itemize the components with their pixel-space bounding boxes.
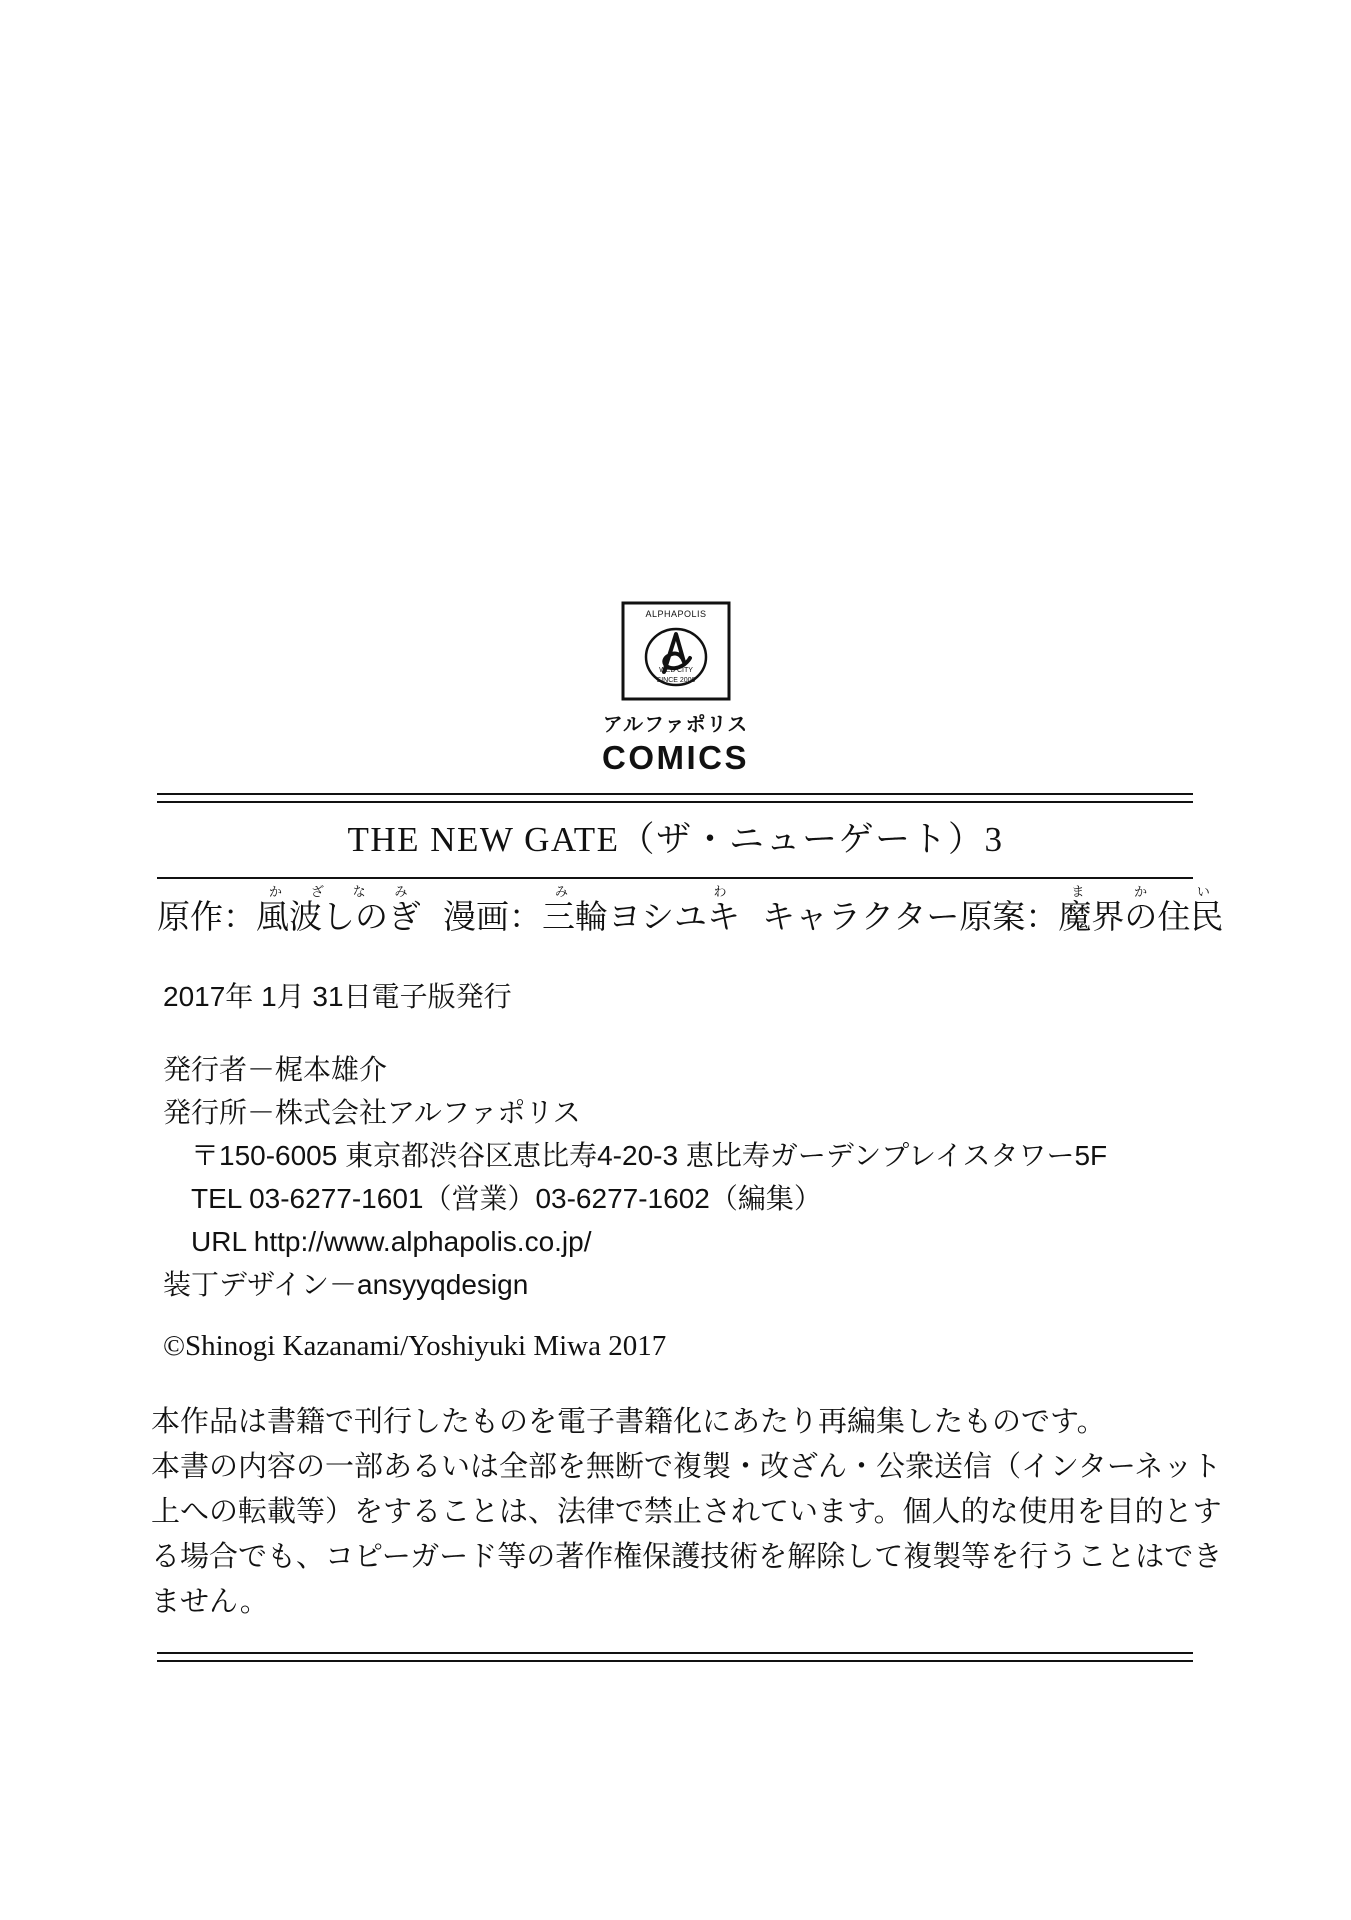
page-title: THE NEW GATE（ザ・ニューゲート）3 (347, 820, 1004, 859)
legal-notice-line-4: る場合でも、コピーガード等の著作権保護技術を解除して複製等を行うことはでき (151, 1541, 1223, 1573)
publication-date: 2017年 1月 31日電子版発行 (163, 981, 512, 1012)
legal-notice-line-3: 上への転載等）をすることは、法律で禁止されています。個人的な使用を目的とす (151, 1496, 1222, 1528)
divider-middle (157, 877, 1193, 879)
publisher-kana-label: アルファポリス (602, 714, 749, 736)
publisher-url[interactable]: URL http://www.alphapolis.co.jp/ (191, 1226, 592, 1257)
legal-notice-line-1: 本作品は書籍で刊行したものを電子書籍化にあたり再編集したものです。 (151, 1406, 1106, 1438)
copyright-notice: ©Shinogi Kazanami/Yoshiyuki Miwa 2017 (163, 1330, 667, 1362)
divider-top (157, 793, 1193, 803)
imprint-block (163, 1048, 1107, 1306)
legal-notice-line-2: 本書の内容の一部あるいは全部を無断で複製・改ざん・公衆送信（インターネット (151, 1451, 1222, 1483)
credit-manga-label: 漫画： (443, 898, 542, 935)
cover-design-credit: 装丁デザイン－ansyyqdesign (163, 1269, 529, 1300)
svg-text:SINCE 2000: SINCE 2000 (656, 677, 695, 684)
legal-notice (151, 1400, 1223, 1625)
svg-text:WEB CITY: WEB CITY (658, 667, 693, 674)
publisher-company: 発行所－株式会社アルファポリス (163, 1097, 581, 1128)
credit-manga-name: 三輪ヨシユキみわ (542, 884, 740, 935)
divider-bottom (157, 1652, 1193, 1662)
svg-text:ALPHAPOLIS: ALPHAPOLIS (644, 609, 707, 619)
credit-character-name: 魔界の住民まかい (1058, 884, 1224, 935)
publisher-address: 〒150-6005 東京都渋谷区恵比寿4-20-3 恵比寿ガーデンプレイスタワー5F (191, 1140, 1108, 1171)
credit-character-label: キャラクター原案： (762, 898, 1059, 935)
publisher-comics-label: COMICS (602, 739, 749, 776)
publisher-logo (0, 600, 1351, 777)
publisher-person: 発行者－梶本雄介 (163, 1054, 388, 1085)
legal-notice-line-5: ません。 (151, 1586, 269, 1618)
publisher-telephone: TEL 03-6277-1601（営業）03-6277-1602（編集） (191, 1183, 822, 1214)
credit-original-label: 原作： (157, 898, 256, 935)
credit-original-name: 風波しのぎかざなみ (256, 884, 421, 935)
alphapolis-logo-icon (620, 600, 732, 702)
credits-line (157, 884, 1224, 938)
